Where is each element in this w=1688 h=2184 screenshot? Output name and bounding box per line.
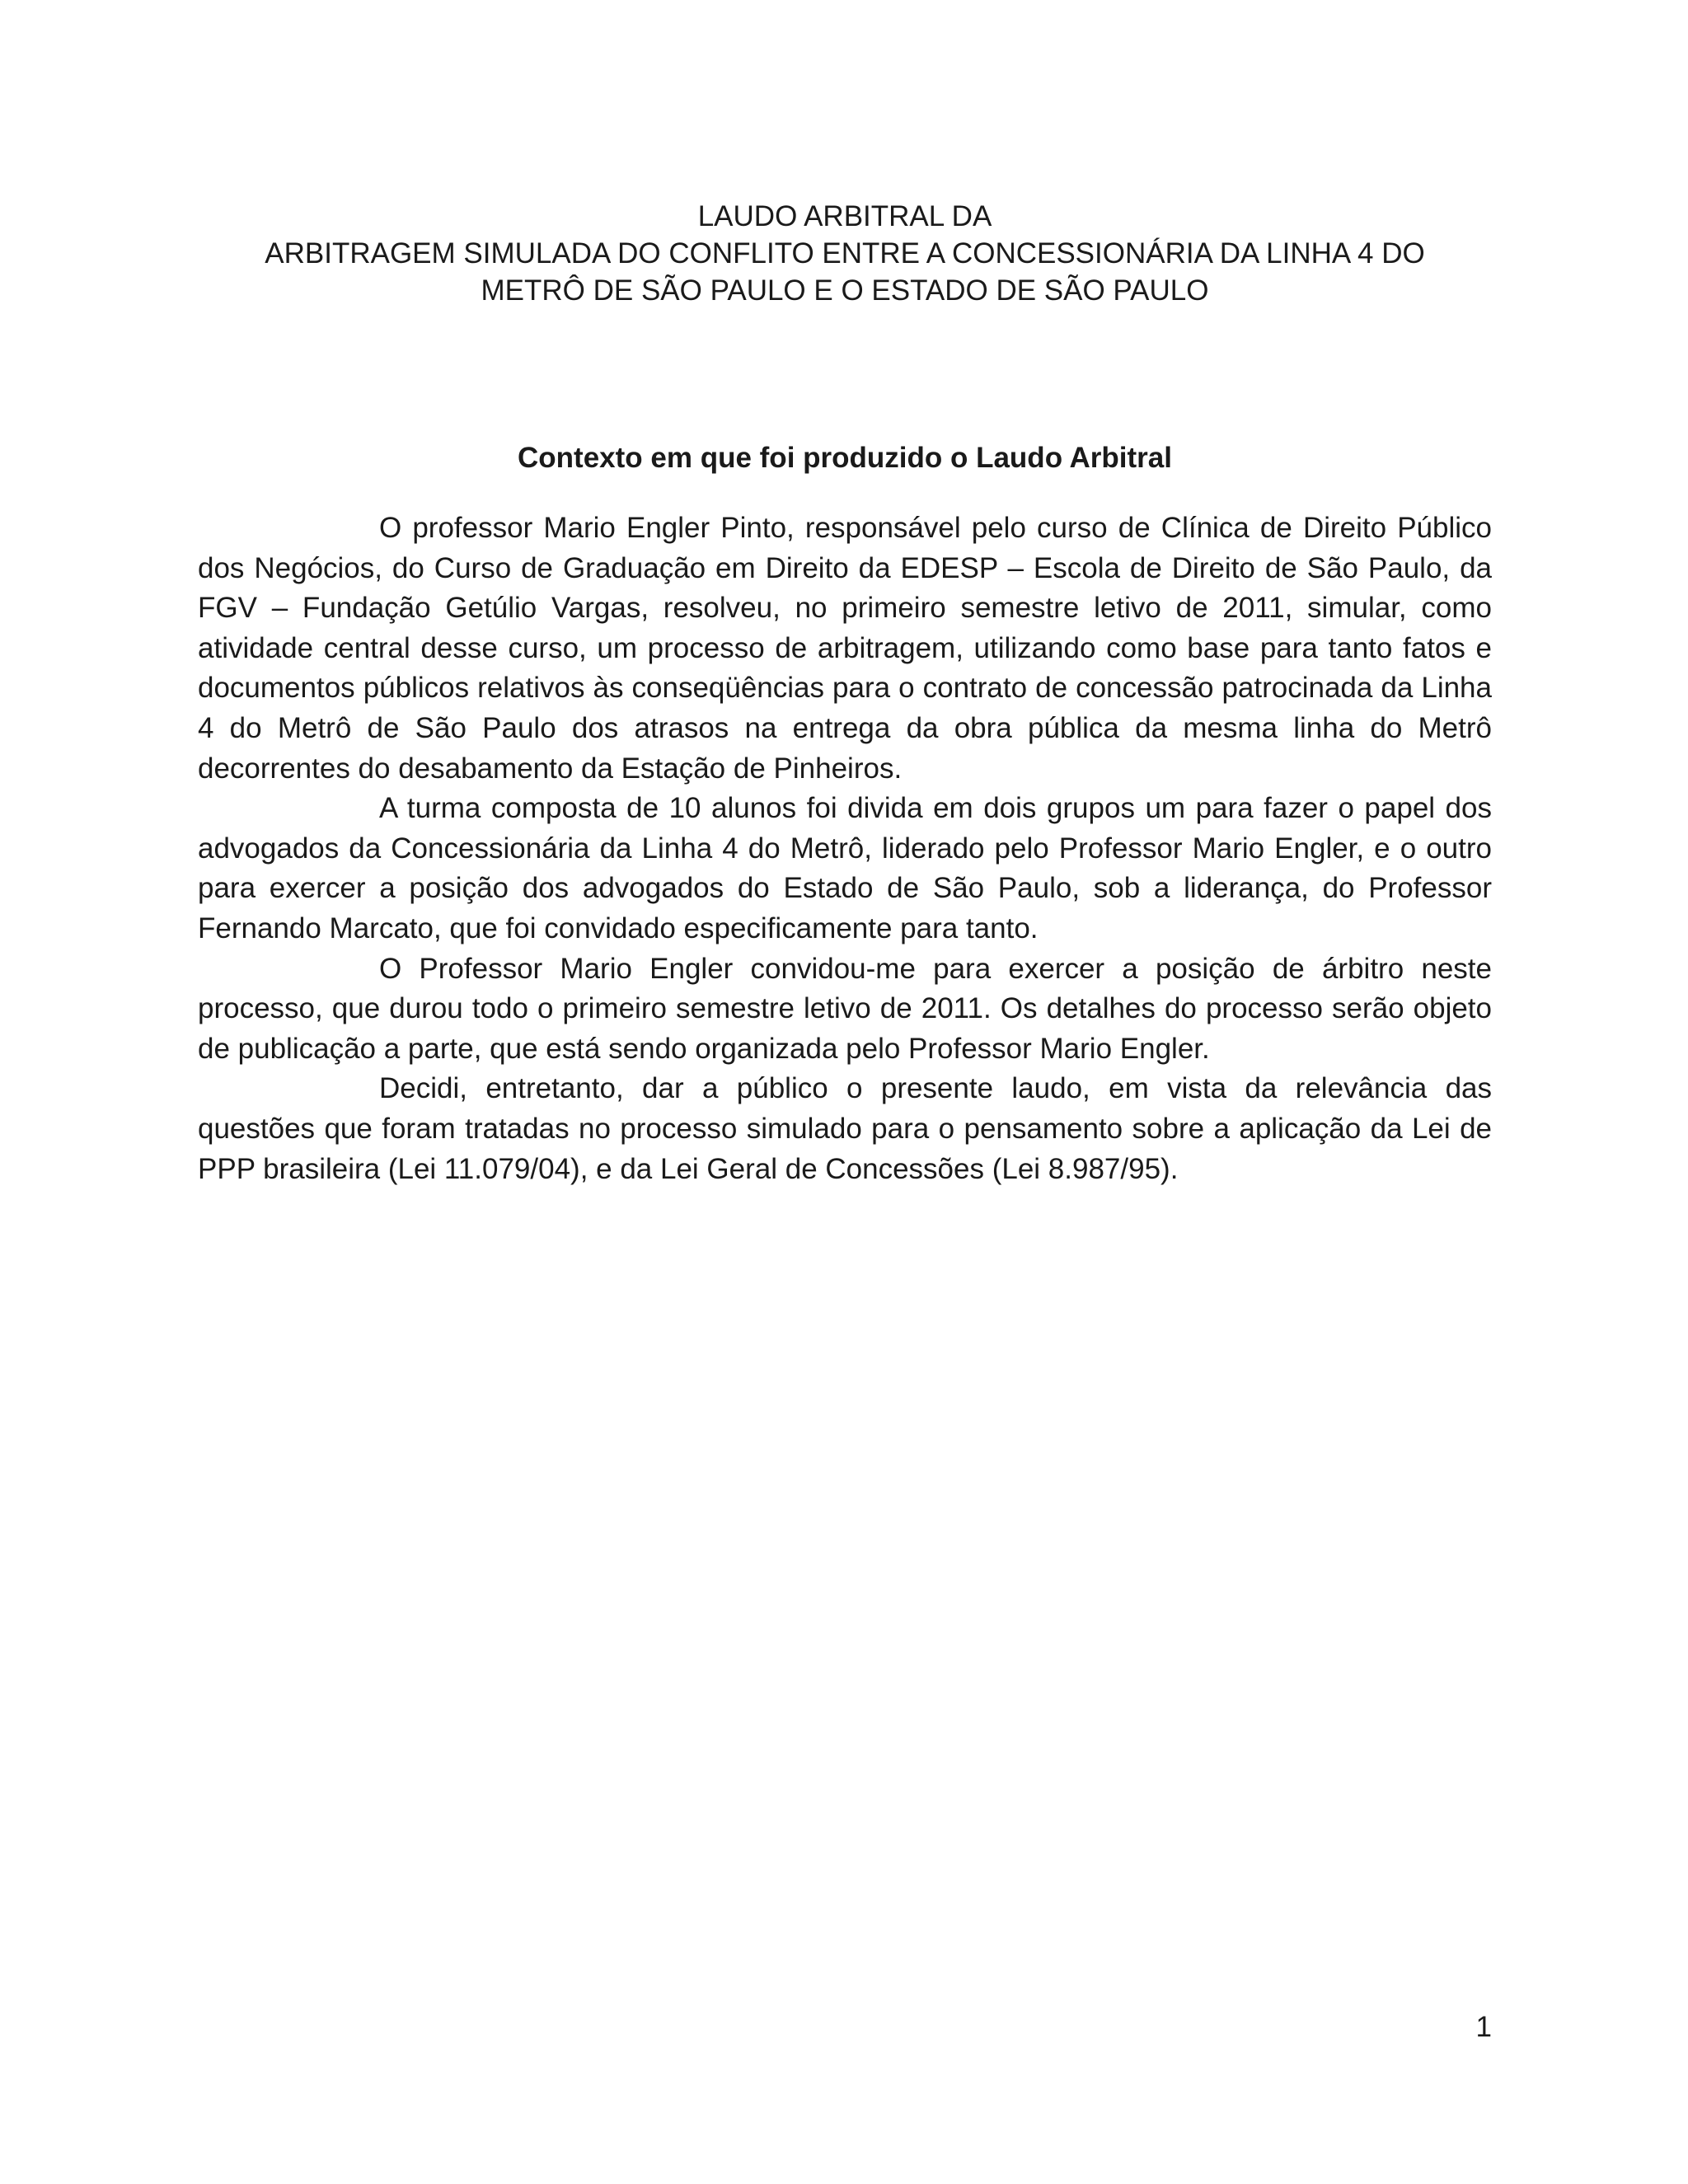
page-number: 1 (1475, 2011, 1492, 2043)
paragraph: A turma composta de 10 alunos foi divida em dois grupos um para fazer o papel dos advogados da Concessionária da Linha 4 do Metrô, liderado pelo Professor Mario Engler, e o outro para exercer a posição dos advogados do Estado de São Paulo, sob a liderança, do Professor Fernando Marcato, que foi convidado especificamente para tanto. (198, 792, 1492, 944)
paragraph: O Professor Mario Engler convidou-me para exercer a posição de árbitro neste processo, que durou todo o primeiro semestre letivo de 2011. Os detalhes do processo serão objeto de publicação a parte, que está sendo organizada pelo Professor Mario Engler. (198, 952, 1492, 1065)
body-text (198, 509, 1492, 1189)
title-line: LAUDO ARBITRAL DA (697, 200, 992, 232)
title-line: METRÔ DE SÃO PAULO E O ESTADO DE SÃO PAULO (481, 274, 1209, 307)
document-title (198, 198, 1492, 309)
paragraph: O professor Mario Engler Pinto, responsável pelo curso de Clínica de Direito Público dos Negócios, do Curso de Graduação em Direito da EDESP – Escola de Direito de São Paulo, da FGV – Fundação Getúlio Vargas, resolveu, no primeiro semestre letivo de 2011, simular, como atividade central desse curso, um processo de arbitragem, utilizando como base para tanto fatos e documentos públicos relativos às conseqüências para o contrato de concessão patrocinada da Linha 4 do Metrô de São Paulo dos atrasos na entrega da obra pública da mesma linha do Metrô decorrentes do desabamento da Estação de Pinheiros. (198, 512, 1492, 785)
title-line: ARBITRAGEM SIMULADA DO CONFLITO ENTRE A CONCESSIONÁRIA DA LINHA 4 DO (265, 237, 1425, 269)
section-heading: Contexto em que foi produzido o Laudo Arbitral (518, 442, 1172, 474)
paragraph: Decidi, entretanto, dar a público o presente laudo, em vista da relevância das questões que foram tratadas no processo simulado para o pensamento sobre a aplicação da Lei de PPP brasileira (Lei 11.079/04), e da Lei Geral de Concessões (Lei 8.987/95). (198, 1072, 1492, 1185)
